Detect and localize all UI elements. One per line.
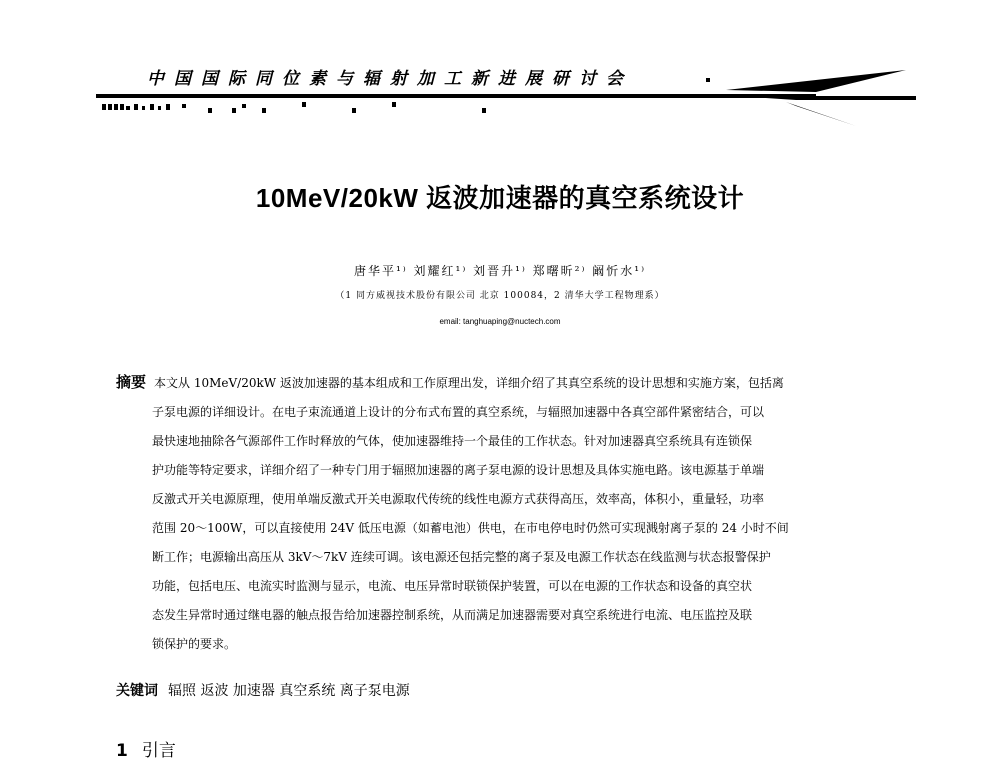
abstract-line: 本文从 10MeV/20kW 返波加速器的基本组成和工作原理出发，详细介绍了其真空系统的设计思想和实施方案，包括离 [154, 376, 784, 390]
abstract-line: 功能，包括电压、电流实时监测与显示，电流、电压异常时联锁保护装置，可以在电源的工作状态和设备的真空状 [152, 579, 753, 593]
abstract-line: 断工作；电源输出高压从 3kV～7kV 连续可调。该电源还包括完整的离子泵及电源工作状态在线监测与状态报警保护 [152, 550, 771, 564]
abstract-line: 最快速地抽除各气源部件工作时释放的气体，使加速器维持一个最佳的工作状态。针对加速器真空系统具有连锁保 [152, 434, 753, 448]
abstract-line: 护功能等特定要求，详细介绍了一种专门用于辐照加速器的离子泵电源的设计思想及具体实施电路。该电源基于单端 [152, 463, 765, 477]
keywords [116, 680, 410, 700]
abstract-line: 子泵电源的详细设计。在电子束流通道上设计的分布式布置的真空系统，与辐照加速器中各真空部件紧密结合，可以 [152, 405, 765, 419]
section-heading [116, 736, 176, 761]
abstract-label: 摘要 [116, 373, 147, 391]
keywords-list: 辐照 返波 加速器 真空系统 离子泵电源 [168, 683, 410, 699]
affiliation: （1 同方威视技术股份有限公司 北京 100084，2 清华大学工程物理系） [335, 291, 665, 301]
header-decoration [96, 66, 916, 136]
section-title: 引言 [141, 741, 176, 761]
abstract-line: 反激式开关电源原理，使用单端反激式开关电源取代传统的线性电源方式获得高压，效率高，体积小，重量轻，功率 [152, 492, 765, 506]
authors: 唐华平¹⁾ 刘耀红¹⁾ 刘晋升¹⁾ 郑曙昕²⁾ 阚忻水¹⁾ [353, 264, 647, 278]
abstract [116, 368, 890, 659]
abstract-line: 范围 20～100W，可以直接使用 24V 低压电源（如蓄电池）供电，在市电停电时仍然可实现溅射离子泵的 24 小时不间 [152, 521, 789, 535]
email: email: tanghuaping@nuctech.com [439, 317, 561, 326]
paper-title: 10MeV/20kW 返波加速器的真空系统设计 [255, 183, 745, 213]
keywords-label: 关键词 [116, 683, 158, 699]
conference-header-title: 中国国际同位素与辐射加工新进展研讨会 [147, 69, 633, 89]
abstract-line: 态发生异常时通过继电器的触点报告给加速器控制系统，从而满足加速器需要对真空系统进行电流、电压监控及联 [152, 608, 753, 622]
abstract-line: 锁保护的要求。 [152, 637, 237, 651]
abstract-body [116, 368, 890, 659]
section-number: 1 [116, 741, 128, 761]
